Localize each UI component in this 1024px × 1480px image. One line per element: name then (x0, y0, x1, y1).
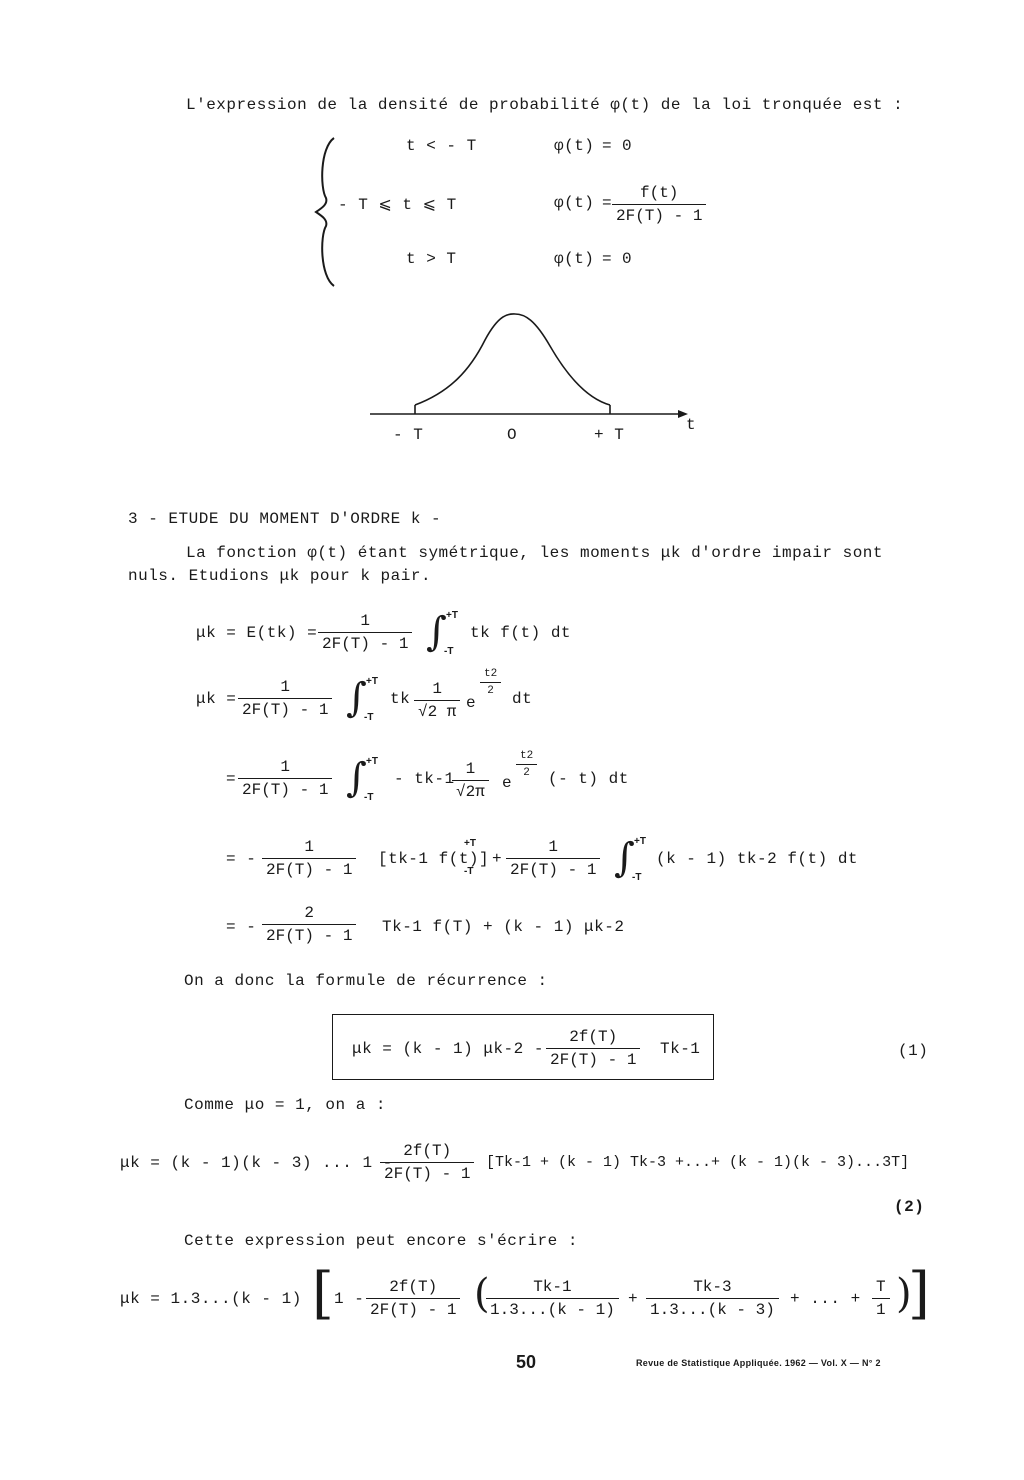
eq4-lower-limit: -T (632, 872, 642, 883)
eq-2-tail: [Tk-1 + (k - 1) Tk-3 +...+ (k - 1)(k - 3)...3T] (486, 1154, 910, 1171)
eqf-right-paren: ) (896, 1271, 912, 1317)
eq5-tail: Tk-1 f(T) + (k - 1) μk-2 (382, 918, 625, 936)
eq4-a-numerator: 1 (304, 838, 315, 856)
eq2-lhs: μk = (196, 690, 237, 708)
paragraph-line-1: La fonction φ(t) étant symétrique, les moments μk d'ordre impair sont (186, 544, 884, 562)
eq4-bracket: [tk-1 f(t)] (378, 850, 490, 868)
cette-text: Cette expression peut encore s'écrire : (184, 1232, 578, 1250)
case2-lhs: φ(t) (554, 194, 595, 212)
eq3-integral-sign: ∫ (346, 755, 367, 801)
eq-2-numerator: 2f(T) (403, 1142, 452, 1160)
case3-rhs: 0 (622, 250, 633, 268)
eq1-integrand: tk f(t) dt (470, 624, 572, 642)
eq4-bracket-lower: -T (464, 866, 474, 877)
intro-text: L'expression de la densité de probabilité φ(t) de la loi tronquée est : (186, 96, 904, 114)
case1-lhs: φ(t) (554, 137, 595, 155)
case1-rhs: 0 (622, 137, 633, 155)
recurrence-numerator: 2f(T) (569, 1028, 618, 1046)
eqf-term3-denominator: 1 (872, 1298, 890, 1319)
eq4-bracket-upper: +T (464, 838, 476, 849)
eq-2-lhs: μk = (k - 1)(k - 3) ... 1 - (120, 1154, 393, 1172)
eq4-upper-limit: +T (634, 836, 646, 847)
eq2-integral-sign: ∫ (346, 675, 367, 721)
equation-tag-1: (1) (898, 1042, 929, 1060)
eq-2-fraction (380, 1142, 474, 1183)
eqf-dots: + ... + (790, 1290, 861, 1308)
eq2-upper-limit: +T (366, 676, 378, 687)
eqf-term3 (872, 1278, 890, 1319)
eq-2-denominator: 2F(T) - 1 (380, 1162, 474, 1183)
journal-reference: Revue de Statistique Appliquée. 1962 — Vol. X — N° 2 (636, 1358, 881, 1368)
case2-eq: = (602, 194, 613, 212)
eq4-b-numerator: 1 (548, 838, 559, 856)
eq2-numerator: 1 (280, 678, 291, 696)
eq3-exponent (516, 750, 537, 779)
eq3-denominator: 2F(T) - 1 (238, 778, 332, 799)
eq3-gauss-fraction (452, 760, 489, 801)
eq1-fraction (318, 612, 412, 653)
density-curve (415, 314, 610, 405)
eq2-exponent (480, 668, 501, 697)
eqf-left-bracket: [ (312, 1261, 334, 1326)
recurrence-denominator: 2F(T) - 1 (546, 1048, 640, 1069)
eq2-exponent-numerator: t2 (484, 668, 498, 680)
figure-label-origin: O (507, 426, 518, 444)
eq3-exponential: e (502, 774, 513, 792)
case2-numerator: f(t) (640, 184, 679, 202)
eq3-lhs: = (226, 770, 237, 788)
eqf-lhs: μk = 1.3...(k - 1) (120, 1290, 302, 1308)
case1-condition: t < - T (406, 137, 477, 155)
eq1-lower-limit: -T (444, 646, 454, 657)
recurrence-intro: On a donc la formule de récurrence : (184, 972, 548, 990)
eq2-gauss-numerator: 1 (432, 680, 442, 698)
case3-lhs: φ(t) (554, 250, 595, 268)
recurrence-tail: Tk-1 (660, 1040, 701, 1058)
eqf-term2-numerator: Tk-3 (693, 1278, 732, 1296)
eq3-gauss-numerator: 1 (465, 760, 476, 778)
eqf-term3-numerator: T (876, 1278, 886, 1296)
eq2-gauss-fraction (414, 680, 460, 721)
eq4-fraction-b (506, 838, 600, 879)
eq5-numerator: 2 (304, 904, 315, 922)
eq2-gauss-denominator: √2 π (414, 700, 460, 721)
eqf-term1-numerator: Tk-1 (533, 1278, 572, 1296)
eqf-numerator: 2f(T) (389, 1278, 438, 1296)
eqf-term2 (646, 1278, 779, 1319)
paragraph-line-2: nuls. Etudions μk pour k pair. (128, 567, 432, 585)
eq5-denominator: 2F(T) - 1 (262, 924, 356, 945)
eq2-exponential: e (466, 694, 477, 712)
eq4-a-denominator: 2F(T) - 1 (262, 858, 356, 879)
case1-eq: = (602, 137, 613, 155)
eq4-plus: + (492, 850, 503, 868)
eq3-upper-limit: +T (366, 756, 378, 767)
eq3-numerator: 1 (280, 758, 291, 776)
eq2-lower-limit: -T (364, 712, 374, 723)
figure-label-minus-T: - T (393, 426, 424, 444)
eq4-tail: (k - 1) tk-2 f(t) dt (656, 850, 859, 868)
eq4-lhs: = - (226, 850, 257, 868)
eq3-tk-1: - tk-1 (394, 770, 455, 788)
equation-tag-2: (2) (894, 1198, 925, 1216)
eq3-exponent-denominator: 2 (516, 764, 537, 779)
eqf-term1 (486, 1278, 619, 1319)
page-number: 50 (516, 1352, 537, 1372)
eq5-fraction (262, 904, 356, 945)
eq3-gauss-denominator: √2π (452, 780, 489, 801)
section-title: 3 - ETUDE DU MOMENT D'ORDRE k - (128, 510, 442, 528)
recurrence-lhs: μk = (k - 1) μk-2 - (352, 1040, 544, 1058)
eq3-lower-limit: -T (364, 792, 374, 803)
eq4-fraction-a (262, 838, 356, 879)
eq1-integral-sign: ∫ (426, 609, 447, 655)
eqf-one-minus: 1 - (334, 1290, 365, 1308)
eq2-tk: tk (390, 690, 411, 708)
eqf-left-paren: ( (474, 1271, 490, 1317)
eq2-exponent-denominator: 2 (480, 682, 501, 697)
eq5-lhs: = - (226, 918, 257, 936)
comme-text: Comme μo = 1, on a : (184, 1096, 387, 1114)
recurrence-fraction (546, 1028, 640, 1069)
eq2-denominator: 2F(T) - 1 (238, 698, 332, 719)
eq3-tail: (- t) dt (548, 770, 629, 788)
figure-axis-label: t (686, 416, 697, 434)
eq2-dt: dt (512, 690, 533, 708)
eqf-denominator: 2F(T) - 1 (366, 1298, 460, 1319)
case3-eq: = (602, 250, 613, 268)
case2-fraction (612, 184, 706, 225)
eq2-fraction (238, 678, 332, 719)
figure-label-plus-T: + T (594, 426, 625, 444)
eqf-right-bracket: ] (908, 1261, 930, 1326)
case3-condition: t > T (406, 250, 457, 268)
eq4-integral-sign: ∫ (614, 835, 635, 881)
eqf-term1-denominator: 1.3...(k - 1) (486, 1298, 619, 1319)
eq3-exponent-numerator: t2 (520, 750, 534, 762)
eq1-numerator: 1 (360, 612, 371, 630)
eqf-plus: + (628, 1290, 639, 1308)
eq1-lhs: μk = E(tk) = (196, 624, 318, 642)
eq3-fraction (238, 758, 332, 799)
case2-denominator: 2F(T) - 1 (612, 204, 706, 225)
eq1-denominator: 2F(T) - 1 (318, 632, 412, 653)
eqf-fraction (366, 1278, 460, 1319)
eq1-upper-limit: +T (446, 610, 458, 621)
eqf-term2-denominator: 1.3...(k - 3) (646, 1298, 779, 1319)
eq4-b-denominator: 2F(T) - 1 (506, 858, 600, 879)
case2-condition: - T ⩽ t ⩽ T (338, 196, 457, 214)
